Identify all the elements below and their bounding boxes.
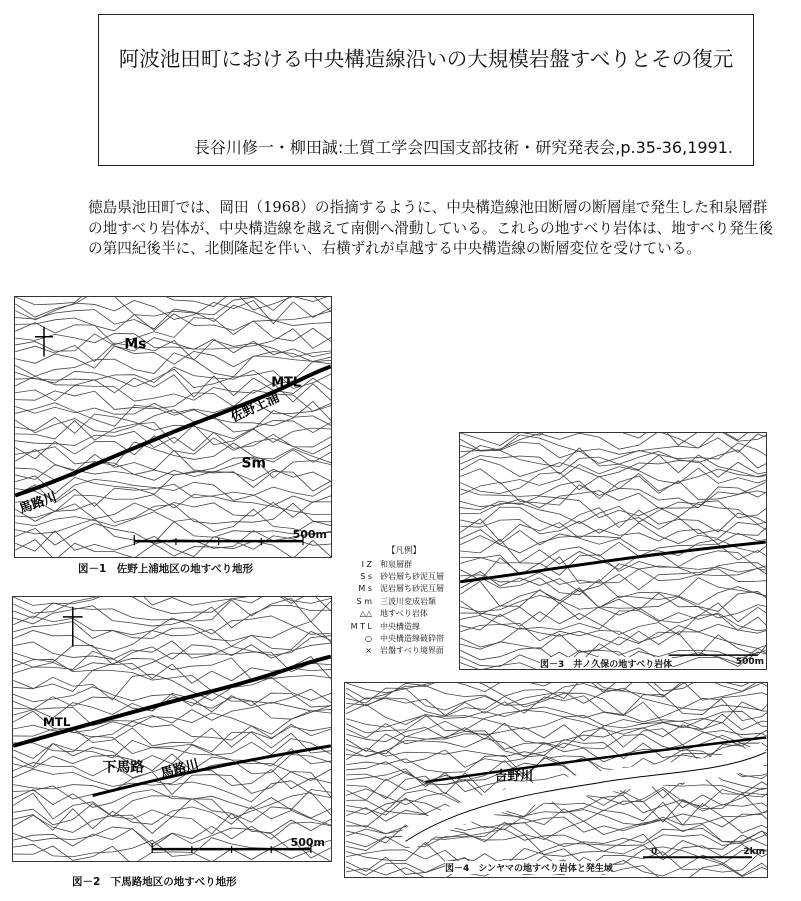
fig1-caption: 図－1 佐野上浦地区の地すべり地形 — [78, 563, 254, 575]
legend-item — [338, 558, 470, 570]
fig4-scale-zero: 0 — [651, 847, 658, 857]
fig1-ms-label: Ms — [124, 336, 147, 353]
fig2-place-label: 下馬路 — [102, 759, 145, 776]
legend-item — [338, 570, 470, 582]
abstract-text: 徳島県池田町では、岡田（1968）の指摘するように、中央構造線池田断層の断層崖で発生した和泉層群の地すべり岩体が、中央構造線を越えて南側へ滑動している。これらの地すべり岩体は、地すべり発生後の第四紀後半に、北側隆起を伴い、右横ずれが卓越する中央構造線の断層変位を受けている。 — [88, 199, 774, 258]
legend-symbol: M T L — [350, 621, 372, 631]
fig2-scale: 500m — [290, 836, 325, 849]
legend — [338, 544, 470, 657]
title-box — [98, 14, 754, 166]
legend-symbol: × — [365, 646, 372, 656]
legend-label: 地すべり岩体 — [380, 609, 428, 619]
legend-symbol: ○ — [365, 634, 372, 644]
citation: 長谷川修一・柳田誠:土質工学会四国支部技術・研究発表会,p.35-36,1991. — [193, 138, 733, 157]
figure-3-map — [459, 432, 767, 670]
fig4-river-label: 吉野川 — [494, 769, 534, 784]
legend-label: 岩盤すべり境界面 — [380, 646, 444, 656]
paper-title: 阿波池田町における中央構造線沿いの大規模岩盤すべりとその復元 — [118, 47, 734, 71]
legend-item — [338, 620, 470, 632]
fig2-caption: 図－2 下馬路地区の地すべり地形 — [72, 876, 237, 888]
legend-item — [338, 632, 470, 644]
legend-item — [338, 595, 470, 607]
legend-label: 中央構造線破砕帯 — [380, 634, 444, 644]
legend-symbol: M s — [358, 584, 372, 594]
figure-4-map — [344, 682, 768, 878]
figure-2-map — [12, 596, 332, 862]
legend-symbol: S s — [360, 572, 372, 582]
legend-label: 砂岩層ち砂泥互層 — [380, 572, 444, 582]
fig1-mtl-label: MTL — [271, 375, 302, 391]
legend-label: 中央構造線 — [380, 621, 420, 631]
legend-title: 【凡例】 — [386, 546, 421, 556]
legend-symbol: S m — [356, 596, 372, 606]
legend-symbol: △△ — [359, 609, 372, 619]
legend-label: 三波川変成岩類 — [380, 596, 436, 606]
fig2-river-label: 馬路川 — [159, 756, 201, 782]
fig3-scale: 500m — [735, 657, 764, 667]
figure-4-contours — [345, 683, 767, 877]
fig4-scale: 2km — [743, 847, 765, 857]
figure-3-contours — [460, 433, 766, 669]
fig4-caption: 図－4 シンヤマの地すべり岩体と発生域 — [445, 861, 613, 874]
legend-item — [338, 608, 470, 620]
fig1-road-label: 馬路川 — [17, 489, 59, 518]
figure-1-map — [14, 296, 332, 558]
abstract — [88, 198, 778, 260]
figure-1-contours — [15, 297, 331, 557]
legend-label: 泥岩層ち砂泥互層 — [380, 584, 444, 594]
figure-2-contours — [13, 597, 331, 861]
fig2-mtl-label: MTL — [42, 715, 71, 730]
fig1-scale: 500m — [292, 528, 327, 541]
legend-label: 和泉層群 — [380, 559, 412, 569]
legend-item — [338, 583, 470, 595]
legend-symbol: I Z — [361, 559, 372, 569]
fig1-place-label: 佐野上浦 — [228, 390, 282, 426]
fig3-caption: 図－3 井ノ久保の地すべり岩体 — [540, 657, 672, 670]
fig1-sm-label: Sm — [241, 455, 266, 472]
legend-item — [338, 645, 470, 657]
